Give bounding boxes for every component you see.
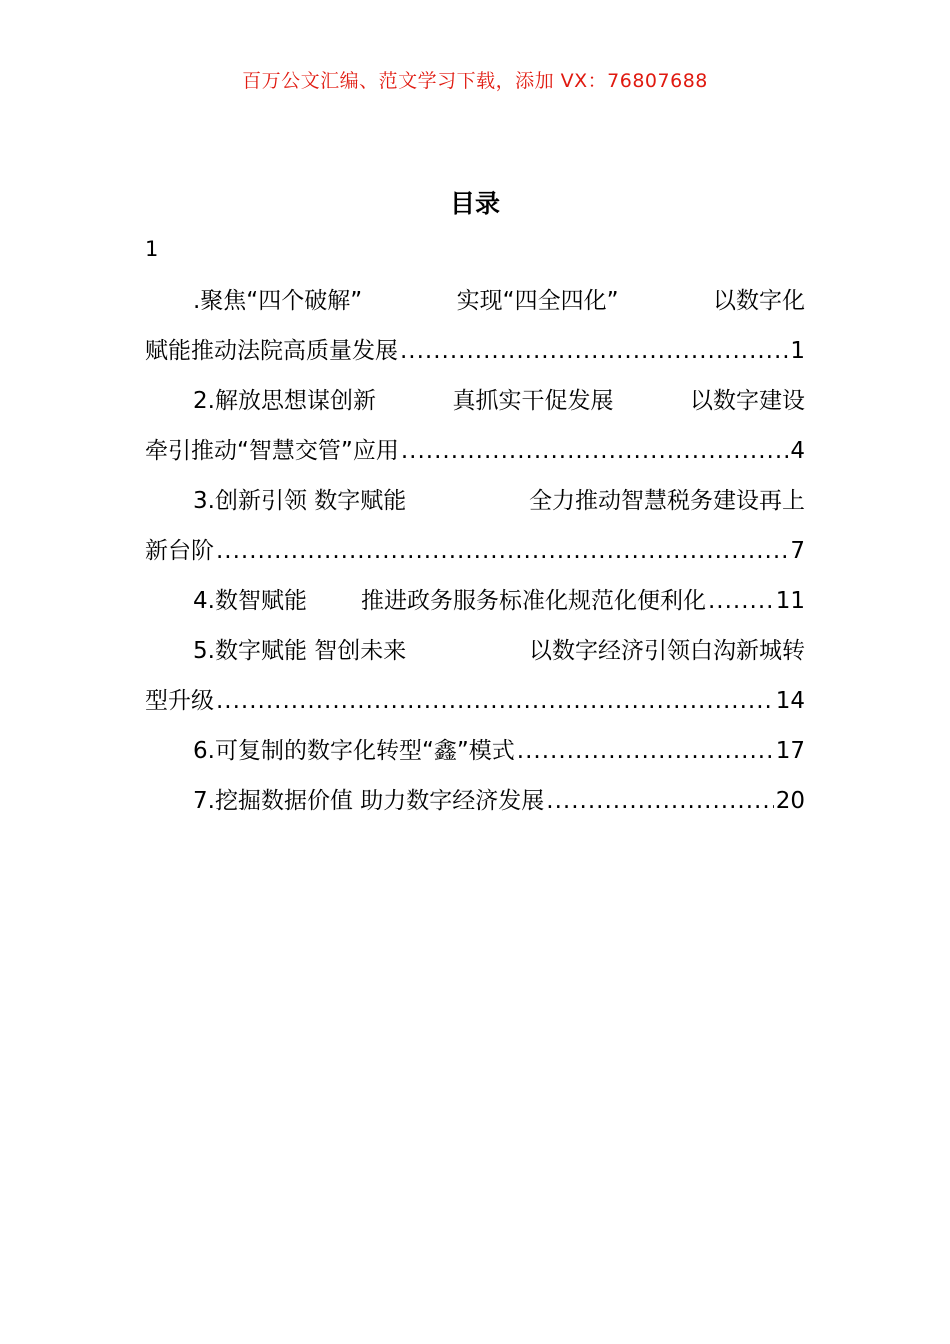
toc-entry-7[interactable] [145,776,805,826]
toc-entry-1[interactable] [145,276,805,376]
toc-entry-title-line [145,576,805,626]
toc-entry-title-line [145,376,805,426]
dot-leader [546,776,773,826]
toc-entry-continuation-line [145,526,805,576]
toc-title-segment: 5.数字赋能 智创未来 [193,638,407,664]
dot-leader [400,326,788,376]
toc-title-segment: 实现“四全四化” [456,288,619,314]
toc-entry-title-line [145,726,805,776]
toc-entry-6[interactable] [145,726,805,776]
toc-entry-2[interactable] [145,376,805,476]
dot-leader [401,426,789,476]
toc-title-segment: 以数字化 [713,288,805,314]
toc-title-segment: 7.挖掘数据价值 助力数字经济发展 [193,788,545,814]
toc-entry-3[interactable] [145,476,805,576]
toc-title-continuation: 新台阶 [145,538,214,564]
toc-page-number: 14 [775,688,805,714]
toc-entry-5[interactable] [145,626,805,726]
toc-page-number: 17 [775,738,805,764]
dot-leader [708,576,774,626]
toc-title-segment: 2.解放思想谋创新 [193,388,376,414]
toc-page-number: 7 [790,538,805,564]
toc-entry-continuation-line [145,676,805,726]
toc-page-number: 20 [775,788,805,814]
dot-leader [517,726,774,776]
toc-page-number: 4 [790,438,805,464]
toc-title-segment: 4.数智赋能 [193,588,307,614]
toc-entry-title-line [145,776,805,826]
watermark-header: 百万公文汇编、范文学习下载，添加 VX：76807688 [242,70,708,92]
dot-leader [216,676,774,726]
toc-entry-4[interactable] [145,576,805,626]
section-number: 1 [145,237,159,261]
dot-leader [216,526,788,576]
toc-page-number: 1 [790,338,805,364]
toc-entry-title-line [145,476,805,526]
toc-title-continuation: 赋能推动法院高质量发展 [145,338,398,364]
toc-entry-title-line [145,626,805,676]
toc-entry-continuation-line [145,326,805,376]
toc-title-segment: 3.创新引领 数字赋能 [193,488,407,514]
toc-title-segment: .聚焦“四个破解” [193,288,363,314]
toc-title-segment: 以数字建设 [689,388,805,414]
toc-title-segment: 6.可复制的数字化转型“鑫”模式 [193,738,515,764]
toc-entry-title-line [145,276,805,326]
toc-title-segment: 真抓实干促发展 [452,388,614,414]
toc-title-continuation: 牵引推动“智慧交管”应用 [145,438,399,464]
table-of-contents [145,276,805,826]
toc-title-continuation: 型升级 [145,688,214,714]
toc-title-segment: 推进政务服务标准化规范化便利化 [360,588,706,614]
page-title: 目录 [449,189,500,218]
toc-entry-continuation-line [145,426,805,476]
toc-page-number: 11 [775,588,805,614]
toc-title-segment: 全力推动智慧税务建设再上 [529,488,805,514]
toc-title-segment: 以数字经济引领白沟新城转 [529,638,805,664]
